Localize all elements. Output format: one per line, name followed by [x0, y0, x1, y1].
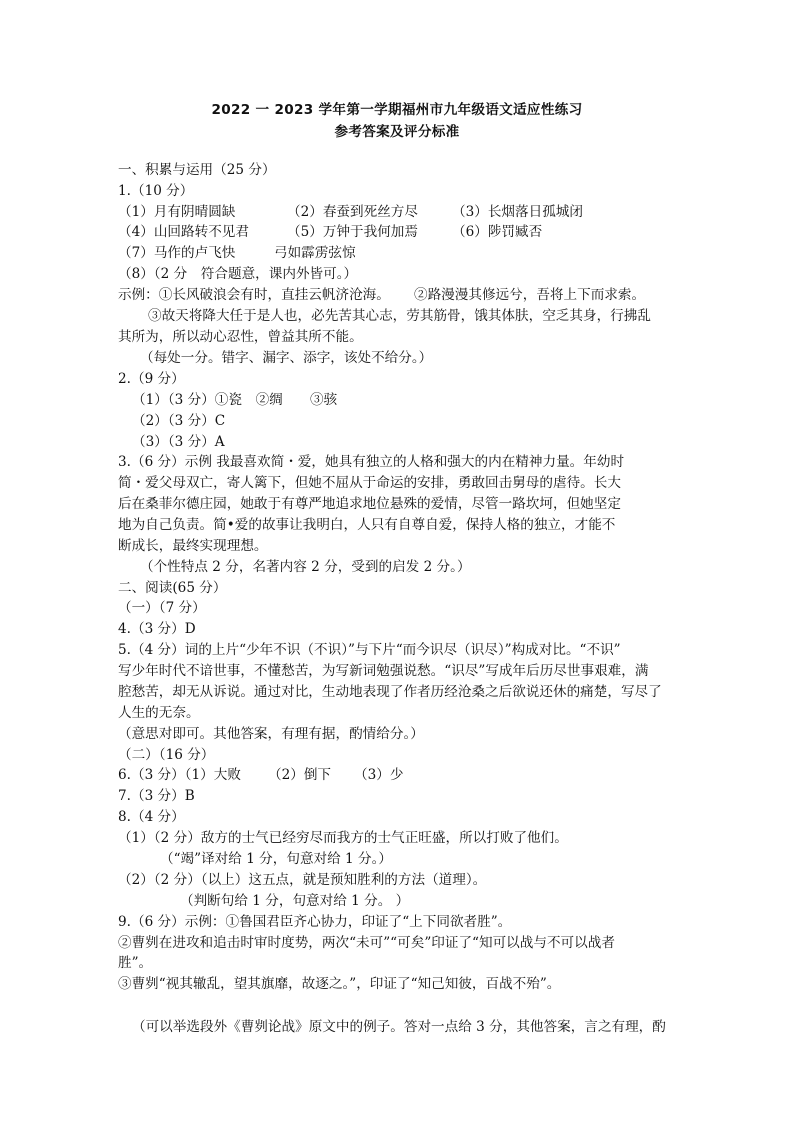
question-heading: 1.（10 分） [118, 183, 194, 199]
answer-line: ③曹刿“视其辙乱，望其旗靡，故逐之。”，印证了“知己知彼，百战不殆”。 [118, 976, 561, 992]
answer-line: 7.（3 分）B [118, 788, 195, 804]
example-line: 示例：①长风破浪会有时，直挂云帆济沧海。 [118, 287, 390, 303]
answer-line: （1）（2 分）敌方的士气已经穷尽而我方的士气正旺盛，所以打败了他们。 [118, 830, 568, 846]
example-line: ③故天将降大任于是人也，必先苦其心志，劳其筋骨，饿其体肤，空乏其身，行拂乱 [148, 308, 651, 324]
question-heading: 2.（9 分） [118, 371, 185, 387]
scoring-note: （个性特点 2 分，名著内容 2 分，受到的启发 2 分。） [140, 559, 471, 575]
answer-line: （5）万钟于我何加焉 [287, 224, 418, 240]
answer-line: 人生的无奈。 [118, 705, 200, 721]
scoring-note: （每处一分。错字、漏字、添字，该处不给分。） [140, 350, 433, 366]
answer-line: （2）春蚕到死丝方尽 [287, 204, 418, 220]
answer-line: （7）马作的卢飞快 [118, 245, 236, 261]
document-subtitle: 参考答案及评分标准 [334, 124, 460, 140]
answer-line: （1）（3 分）①瓷 ②绸 ③骇 [132, 392, 338, 408]
question-heading: 8.（4 分） [118, 809, 185, 825]
scoring-note: （可以举选段外《曹刿论战》原文中的例子。答对一点给 3 分，其他答案，言之有理，酌 [132, 1019, 666, 1035]
scoring-note: （“竭”译对给 1 分，句意对给 1 分。） [160, 851, 392, 867]
answer-line: 弓如霹雳弦惊 [274, 245, 356, 261]
answer-line: 胜”。 [118, 955, 153, 971]
answer-line: （4）山回路转不见君 [118, 224, 249, 240]
answer-line: ②曹刿在进攻和追击时审时度势，两次“未可”“可矣”印证了“知可以战与不可以战者 [118, 935, 615, 951]
answer-line: 4.（3 分）D [118, 621, 196, 637]
example-line: ②路漫漫其修远兮，吾将上下而求索。 [414, 287, 646, 303]
answer-line: （1）月有阴晴圆缺 [118, 204, 236, 220]
scoring-note: （意思对即可。其他答案，有理有据，酌情给分。） [118, 726, 424, 742]
answer-line: 地为自己负责。简•爱的故事让我明白，人只有自尊自爱，保持人格的独立，才能不 [118, 517, 616, 533]
answer-line: （8）（2 分 符合题意，课内外皆可。） [118, 266, 358, 282]
answer-line: 6.（3 分）（1）大败 [118, 767, 241, 783]
document-title: 2022 一 2023 学年第一学期福州市九年级语文适应性练习 [211, 102, 583, 118]
answer-line: 写少年时代不谙世事，不懂愁苦，为写新词勉强说愁。“识尽”写成年后历尽世事艰难，满 [118, 663, 649, 679]
answer-line: 3.（6 分）示例 我最喜欢简・爱，她具有独立的人格和强大的内在精神力量。年幼时 [118, 454, 625, 470]
answer-line: （6）陟罚臧否 [452, 224, 543, 240]
answer-line: （2）倒下 [268, 767, 332, 783]
answer-line: 断成长，最终实现理想。 [118, 538, 268, 554]
section-heading: 一、积累与运用（25 分） [118, 162, 276, 178]
answer-line: （3）少 [354, 767, 404, 783]
answer-line: 简・爱父母双亡，寄人篱下，但她不屈从于命运的安排，勇敢回击舅母的虐待。长大 [118, 475, 621, 491]
answer-line: （2）（3 分）C [132, 413, 226, 429]
scoring-note: （判断句给 1 分，句意对给 1 分。 ） [180, 893, 410, 909]
example-line: 其所为，所以动心忍性，曾益其所不能。 [118, 329, 363, 345]
answer-line: （3）长烟落日孤城闭 [452, 204, 583, 220]
answer-line: 后在桑菲尔德庄园，她敢于有尊严地追求地位悬殊的爱情，尽管一路坎坷，但她坚定 [118, 496, 621, 512]
answer-line: （3）（3 分）A [132, 434, 225, 450]
answer-line: （2）（2 分）（以上）这五点，就是预知胜利的方法（道理）。 [118, 872, 487, 888]
answer-line: 腔愁苦，却无从诉说。通过对比，生动地表现了作者历经沧桑之后欲说还休的痛楚，写尽了 [118, 684, 662, 700]
answer-line: 9.（6 分）示例：①鲁国君臣齐心协力，印证了“上下同欲者胜”。 [118, 914, 512, 930]
part-heading: （一）（7 分） [118, 600, 206, 616]
part-heading: （二）（16 分） [118, 747, 215, 763]
answer-line: 5.（4 分）词的上片“少年不识（不识）”与下片“而今识尽（识尽）”构成对比。“不识” [118, 642, 621, 658]
section-heading: 二、阅读(65 分） [118, 580, 227, 596]
